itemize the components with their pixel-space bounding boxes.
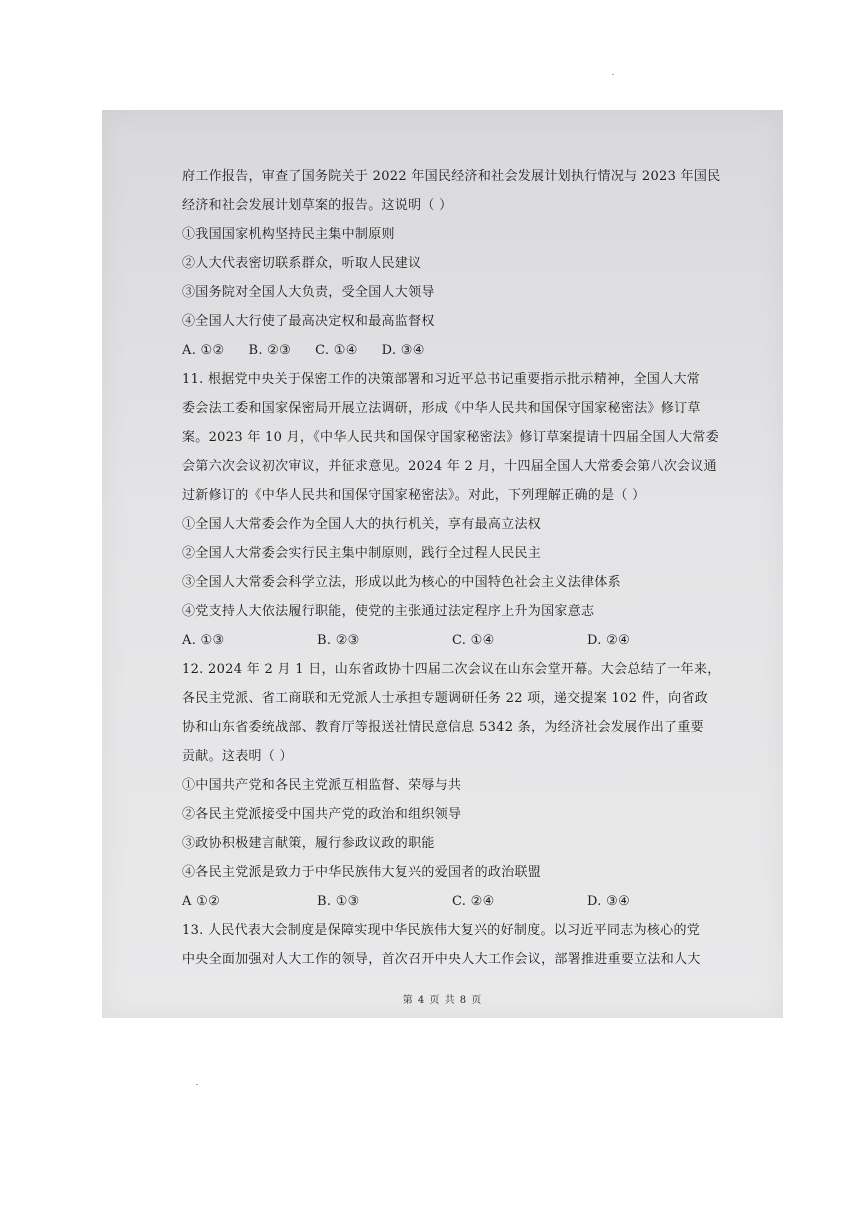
option-a: A ①②: [182, 894, 221, 909]
question-11-line: 11. 根据党中央关于保密工作的决策部署和习近平总书记重要指示批示精神，全国人大常: [182, 372, 701, 387]
option-b: B. ②③: [317, 633, 360, 648]
page-footer: 第 4 页 共 8 页: [402, 995, 483, 1006]
option-d: D. ③④: [587, 894, 631, 909]
question-11-statement: ③全国人大常委会科学立法，形成以此为核心的中国特色社会主义法律体系: [182, 575, 621, 590]
question-11: [182, 365, 722, 655]
question-10-line: 经济和社会发展计划草案的报告。这说明（ ）: [182, 198, 453, 213]
question-12-line: 各民主党派、省工商联和无党派人士承担专题调研任务 22 项，递交提案 102 件，向省政: [182, 691, 709, 706]
question-12-statement: ③政协积极建言献策，履行参政议政的职能: [182, 836, 435, 851]
question-11-statement: ①全国人大常委会作为全国人大的执行机关，享有最高立法权: [182, 517, 542, 532]
question-12: [182, 655, 722, 916]
question-12-line: 12. 2024 年 2 月 1 日，山东省政协十四届二次会议在山东会堂开幕。大会总结了一年来，: [182, 662, 721, 677]
question-11-line: 委会法工委和国家保密局开展立法调研，形成《中华人民共和国保守国家秘密法》修订草: [182, 401, 701, 416]
question-10-statement: ③国务院对全国人大负责，受全国人大领导: [182, 285, 435, 300]
question-11-options: [182, 626, 722, 655]
scan-speck: [196, 1084, 198, 1085]
question-13: [182, 916, 722, 974]
question-11-line: 案。2023 年 10 月，《中华人民共和国保守国家秘密法》修订草案提请十四届全国人大常委: [182, 430, 720, 445]
question-12-statement: ②各民主党派接受中国共产党的政治和组织领导: [182, 807, 462, 822]
question-12-statement: ④各民主党派是致力于中华民族伟大复兴的爱国者的政治联盟: [182, 865, 542, 880]
option-c: C. ①④: [315, 343, 358, 358]
question-10-statement: ②人大代表密切联系群众，听取人民建议: [182, 256, 422, 271]
option-d: D. ③④: [381, 343, 425, 358]
question-11-line: 过新修订的《中华人民共和国保守国家秘密法》。对此，下列理解正确的是（ ）: [182, 488, 646, 503]
option-b: B. ①③: [317, 894, 360, 909]
option-a: A. ①②: [182, 343, 225, 358]
question-12-statement: ①中国共产党和各民主党派互相监督、荣辱与共: [182, 778, 462, 793]
question-11-statement: ②全国人大常委会实行民主集中制原则，践行全过程人民民主: [182, 546, 542, 561]
scan-speck: [612, 74, 614, 75]
option-c: C. ②④: [452, 894, 495, 909]
option-c: C. ①④: [452, 633, 495, 648]
question-10-statement: ①我国国家机构坚持民主集中制原则: [182, 227, 395, 242]
question-10-statement: ④全国人大行使了最高决定权和最高监督权: [182, 314, 435, 329]
question-11-line: 会第六次会议初次审议，并征求意见。2024 年 2 月，十四届全国人大常委会第八次会议通: [182, 459, 717, 474]
option-b: B. ②③: [248, 343, 292, 358]
question-13-line: 中央全面加强对人大工作的领导，首次召开中央人大工作会议，部署推进重要立法和人大: [182, 952, 701, 967]
question-10: [182, 162, 722, 365]
question-10-line: 府工作报告，审查了国务院关于 2022 年国民经济和社会发展计划执行情况与 2023 年国民: [182, 169, 721, 184]
question-11-statement: ④党支持人大依法履行职能，使党的主张通过法定程序上升为国家意志: [182, 604, 595, 619]
option-a: A. ①③: [182, 633, 225, 648]
question-12-line: 协和山东省委统战部、教育厅等报送社情民意信息 5342 条，为经济社会发展作出了重要: [182, 720, 704, 735]
question-10-options: [182, 336, 722, 365]
option-d: D. ②④: [587, 633, 631, 648]
exam-content: [182, 162, 722, 974]
question-13-line: 13. 人民代表大会制度是保障实现中华民族伟大复兴的好制度。以习近平同志为核心的党: [182, 923, 701, 938]
question-12-line: 贡献。这表明（ ）: [182, 749, 293, 764]
scanned-page: [102, 110, 783, 1018]
question-12-options: [182, 887, 722, 916]
